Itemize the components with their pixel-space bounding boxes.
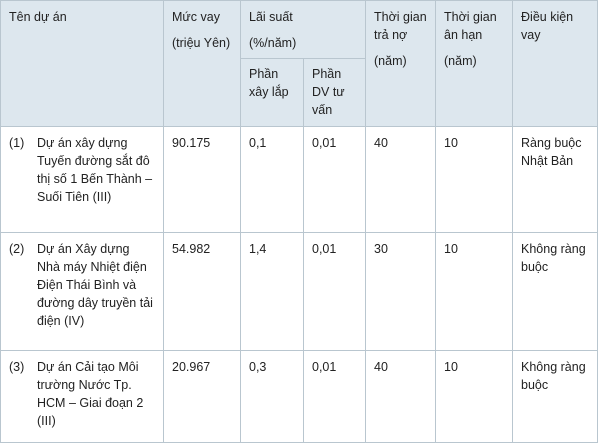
table-row xyxy=(1,233,598,351)
project-name: Dự án xây dựng Tuyến đường sắt đô thị số 1 Bến Thành – Suối Tiên (III) xyxy=(37,136,153,204)
header-grace-label: Thời gian ân hạn xyxy=(444,10,497,42)
project-number: (1) xyxy=(9,136,25,150)
project-number: (2) xyxy=(9,242,25,256)
header-interest-consulting xyxy=(304,59,366,127)
header-conditions xyxy=(513,1,598,127)
condition-cell: Không ràng buộc xyxy=(513,233,598,351)
header-loan xyxy=(164,1,241,127)
repayment-cell: 40 xyxy=(366,351,436,443)
loan-cell: 54.982 xyxy=(164,233,241,351)
header-grace-unit: (năm) xyxy=(444,54,477,68)
project-name: Dự án Cải tạo Môi trường Nước Tp. HCM – Giai đoạn 2 (III) xyxy=(37,360,144,428)
project-cell xyxy=(1,127,164,233)
header-interest-construction xyxy=(241,59,304,127)
project-cell xyxy=(1,233,164,351)
header-repayment-label: Thời gian trả nợ xyxy=(374,10,427,42)
repayment-cell: 30 xyxy=(366,233,436,351)
project-cell xyxy=(1,351,164,443)
rate-consulting-cell: 0,01 xyxy=(304,127,366,233)
header-loan-label: Mức vay xyxy=(172,10,220,24)
rate-construction-cell: 0,3 xyxy=(241,351,304,443)
header-project xyxy=(1,1,164,127)
project-name: Dự án Xây dựng Nhà máy Nhiệt điện Điện Thái Bình và đường dây truyền tải điện (IV) xyxy=(37,242,153,328)
table-row xyxy=(1,127,598,233)
header-conditions-label: Điều kiện vay xyxy=(521,10,574,42)
header-repayment-unit: (năm) xyxy=(374,54,407,68)
repayment-cell: 40 xyxy=(366,127,436,233)
rate-construction-cell: 1,4 xyxy=(241,233,304,351)
grace-cell: 10 xyxy=(436,233,513,351)
header-interest-label: Lãi suất xyxy=(249,10,293,24)
grace-cell: 10 xyxy=(436,127,513,233)
header-interest-construction-label: Phần xây lắp xyxy=(249,67,289,99)
header-loan-unit: (triệu Yên) xyxy=(172,36,231,50)
header-interest xyxy=(241,1,366,59)
loan-cell: 20.967 xyxy=(164,351,241,443)
header-repayment xyxy=(366,1,436,127)
table-row xyxy=(1,351,598,443)
header-interest-consulting-label: Phần DV tư vấn xyxy=(312,67,345,117)
rate-consulting-cell: 0,01 xyxy=(304,233,366,351)
project-number: (3) xyxy=(9,360,25,374)
grace-cell: 10 xyxy=(436,351,513,443)
header-interest-unit: (%/năm) xyxy=(249,36,297,50)
header-grace xyxy=(436,1,513,127)
header-project-label: Tên dự án xyxy=(9,10,67,24)
condition-cell: Ràng buộc Nhật Bản xyxy=(513,127,598,233)
condition-cell: Không ràng buộc xyxy=(513,351,598,443)
rate-consulting-cell: 0,01 xyxy=(304,351,366,443)
rate-construction-cell: 0,1 xyxy=(241,127,304,233)
loan-cell: 90.175 xyxy=(164,127,241,233)
